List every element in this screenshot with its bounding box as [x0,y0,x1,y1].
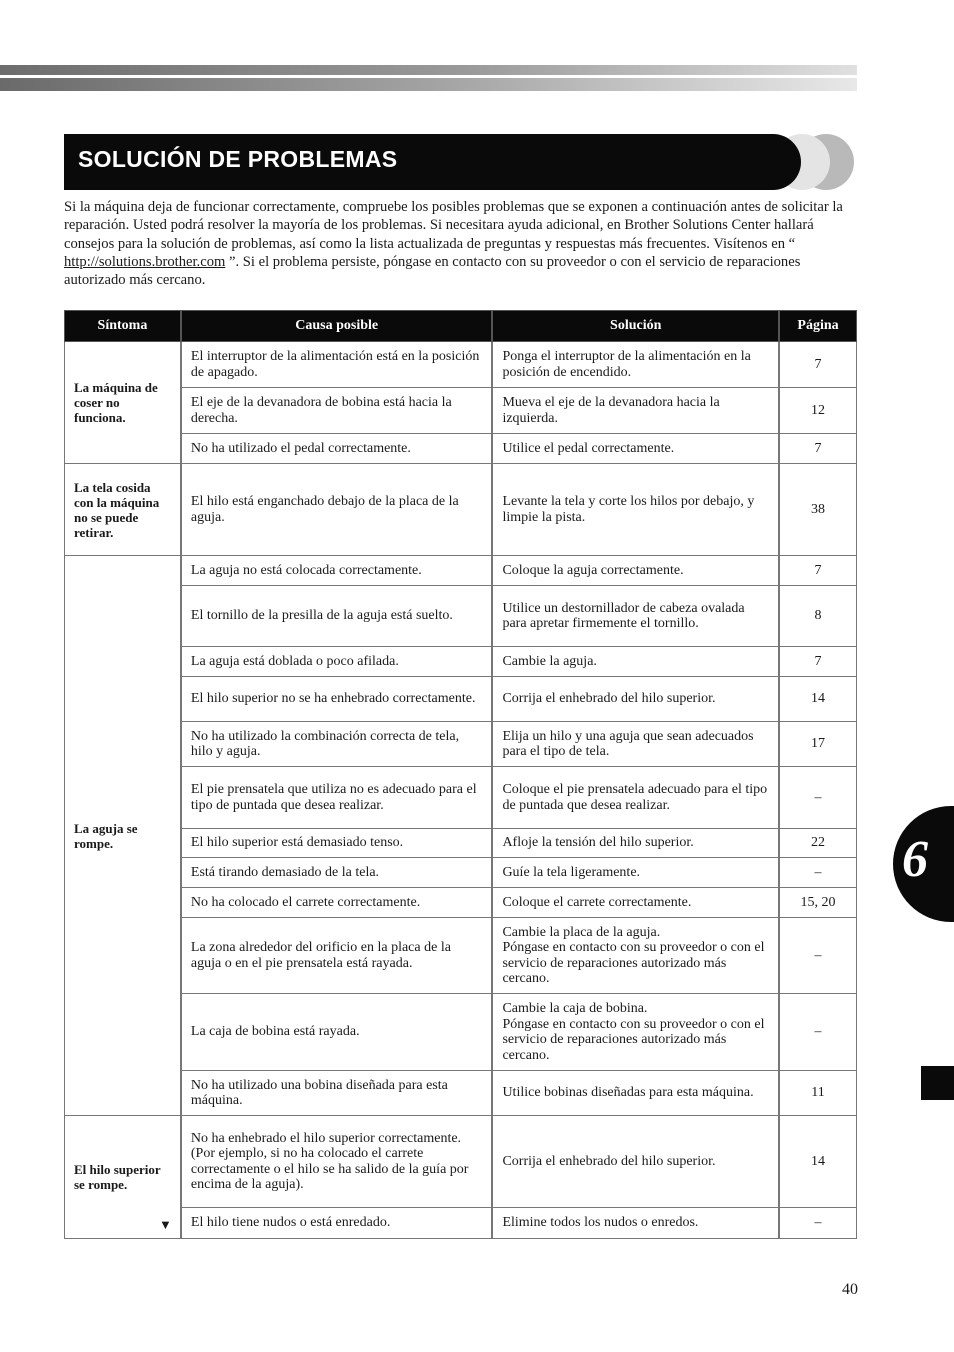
page-cell: – [780,918,857,994]
table-row [65,829,857,858]
page-cell: 17 [780,722,857,767]
page-cell: 7 [780,556,857,586]
symptom-text: El hilo superior se rompe. [74,1162,161,1192]
solution-cell: Utilice un destornillador de cabeza ovalada para apretar firmemente el tornillo. [493,586,779,647]
cause-cell: El hilo superior no se ha enhebrado correctamente. [181,677,492,722]
cause-cell: El hilo superior está demasiado tenso. [181,829,492,858]
page-cell: 14 [780,1116,857,1208]
page-cell: 38 [780,464,857,556]
solution-cell: Cambie la placa de la aguja. Póngase en contacto con su proveedor o con el servicio de reparaciones autorizado más cercano. [493,918,779,994]
solution-cell: Cambie la caja de bobina. Póngase en contacto con su proveedor o con el servicio de reparaciones autorizado más cercano. [493,994,779,1071]
solution-cell: Coloque el carrete correctamente. [493,888,779,918]
page-cell: 7 [780,647,857,677]
support-link[interactable]: http://solutions.brother.com [64,253,226,270]
page-cell: 7 [780,434,857,464]
solution-cell: Guíe la tela ligeramente. [493,858,779,888]
page-cell: 8 [780,586,857,647]
table-row [65,918,857,994]
table-body [65,342,857,1239]
chapter-number: 6 [902,831,928,888]
cause-cell: El tornillo de la presilla de la aguja está suelto. [181,586,492,647]
solution-cell: Levante la tela y corte los hilos por debajo, y limpie la pista. [493,464,779,556]
cause-cell: El eje de la devanadora de bobina está hacia la derecha. [181,388,492,434]
page-cell: 14 [780,677,857,722]
header-band-lower [0,78,857,91]
solution-cell: Utilice bobinas diseñadas para esta máquina. [493,1071,779,1116]
page-cell: – [780,994,857,1071]
table-row [65,1208,857,1239]
page-cell: – [780,1208,857,1239]
symptom-text: La aguja se rompe. [74,820,138,851]
table-row [65,342,857,388]
header-decorative-band [0,65,857,91]
page-title: SOLUCIÓN DE PROBLEMAS [78,146,398,172]
intro-paragraph [64,198,858,289]
cause-cell: La aguja no está colocada correctamente. [181,556,492,586]
symptom-cell [65,556,181,1116]
solution-cell: Coloque la aguja correctamente. [493,556,779,586]
header-solution: Solución [493,311,779,342]
table-row [65,647,857,677]
header-page: Página [780,311,857,342]
cause-cell: Está tirando demasiado de la tela. [181,858,492,888]
intro-text-before: Si la máquina deja de funcionar correctamente, compruebe los posibles problemas que se exponen a continuación antes de solicitar la reparación. Usted podrá resolver la mayoría de los problemas. Si necesitara ayuda adicional, en Brother Solutions Center hallará consejos para la solución de problemas, así como la lista actualizada de preguntas y respuestas más frecuentes. Visítenos en “ [64,199,843,252]
table-row [65,1116,857,1208]
cause-cell: El pie prensatela que utiliza no es adecuado para el tipo de puntada que desea realizar. [181,767,492,829]
page-cell: – [780,858,857,888]
side-marker [921,1066,954,1100]
cause-cell: No ha colocado el carrete correctamente. [181,888,492,918]
table-row [65,858,857,888]
page-cell: 15, 20 [780,888,857,918]
table-row [65,586,857,647]
solution-cell: Corrija el enhebrado del hilo superior. [493,677,779,722]
troubleshooting-table [64,310,857,1239]
table-row [65,888,857,918]
page-cell: – [780,767,857,829]
table-row [65,556,857,586]
table-row [65,1071,857,1116]
header-cause: Causa posible [181,311,492,342]
solution-cell: Utilice el pedal correctamente. [493,434,779,464]
table-header-row [65,311,857,342]
intro-text-after: ”. Si el problema persiste, póngase en contacto con su proveedor o con el servicio de reparaciones autorizado más cercano. [64,253,801,289]
continued-arrow-icon: ▼ [159,1217,172,1232]
cause-cell: El hilo está enganchado debajo de la placa de la aguja. [181,464,492,556]
page-cell: 12 [780,388,857,434]
cause-cell: La caja de bobina está rayada. [181,994,492,1071]
solution-cell: Afloje la tensión del hilo superior. [493,829,779,858]
table-row [65,464,857,556]
symptom-cell [65,1116,181,1239]
solution-cell: Corrija el enhebrado del hilo superior. [493,1116,779,1208]
cause-cell: La aguja está doblada o poco afilada. [181,647,492,677]
table-row [65,722,857,767]
table-row [65,434,857,464]
cause-cell: No ha utilizado el pedal correctamente. [181,434,492,464]
symptom-cell [65,464,181,556]
cause-cell: El hilo tiene nudos o está enredado. [181,1208,492,1239]
symptom-cell [65,342,181,464]
solution-cell: Mueva el eje de la devanadora hacia la izquierda. [493,388,779,434]
solution-cell: Elimine todos los nudos o enredos. [493,1208,779,1239]
header-symptom: Síntoma [65,311,181,342]
cause-cell: No ha utilizado una bobina diseñada para esta máquina. [181,1071,492,1116]
page-cell: 7 [780,342,857,388]
table-row [65,388,857,434]
cause-cell: La zona alrededor del orificio en la placa de la aguja o en el pie prensatela está rayada. [181,918,492,994]
symptom-text: La máquina de coser no funciona. [74,380,158,425]
page-number: 40 [842,1281,858,1298]
symptom-text: La tela cosida con la máquina no se puede retirar. [74,479,160,540]
solution-cell: Elija un hilo y una aguja que sean adecuados para el tipo de tela. [493,722,779,767]
solution-cell: Coloque el pie prensatela adecuado para el tipo de puntada que desea realizar. [493,767,779,829]
cause-cell: No ha enhebrado el hilo superior correctamente. (Por ejemplo, si no ha colocado el carrete correctamente o el hilo se ha salido de la guía por encima de la aguja). [181,1116,492,1208]
cause-cell: El interruptor de la alimentación está en la posición de apagado. [181,342,492,388]
table-row [65,767,857,829]
header-band-upper [0,65,857,75]
cause-cell: No ha utilizado la combinación correcta de tela, hilo y aguja. [181,722,492,767]
table-row [65,677,857,722]
page-cell: 11 [780,1071,857,1116]
solution-cell: Ponga el interruptor de la alimentación en la posición de encendido. [493,342,779,388]
solution-cell: Cambie la aguja. [493,647,779,677]
page-cell: 22 [780,829,857,858]
table-row [65,994,857,1071]
